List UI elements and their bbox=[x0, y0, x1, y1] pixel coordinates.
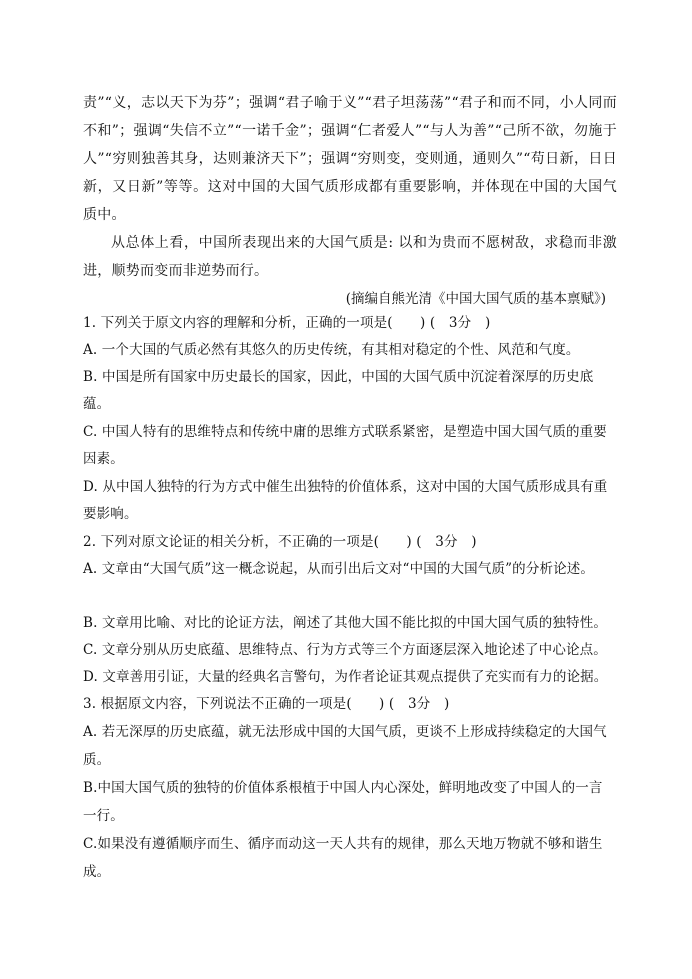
question-1-option-b: B. 中国是所有国家中历史最长的国家，因此，中国的大国气质中沉淀着深厚的历史底蕴。 bbox=[83, 369, 594, 412]
question-2-option-a: A. 文章由“大国气质”这一概念说起，从而引出后文对“中国的大国气质”的分析论述。 bbox=[83, 561, 595, 577]
question-2-option-d: D. 文章善用引证，大量的经典名言警句，为作者论证其观点提供了充实而有力的论据。 bbox=[83, 669, 608, 685]
question-1-option-c: C. 中国人特有的思维特点和传统中庸的思维方式联系紧密，是塑造中国大国气质的重要因素。 bbox=[83, 424, 607, 467]
question-1-stem: 1. 下列关于原文内容的理解和分析，正确的一项是( ) ( 3分 ) bbox=[83, 315, 491, 331]
question-3-option-a: A. 若无深厚的历史底蕴，就无法形成中国的大国气质，更谈不上形成持续稳定的大国气质。 bbox=[83, 724, 607, 768]
question-2-option-c: C. 文章分别从历史底蕴、思维特点、行为方式等三个方面逐层深入地论述了中心论点。 bbox=[83, 642, 607, 658]
question-2-stem: 2. 下列对原文论证的相关分析，不正确的一项是( ) ( 3分 ) bbox=[83, 534, 477, 550]
question-1-option-d: D. 从中国人独特的行为方式中催生出独特的价值体系，这对中国的大国气质形成具有重要影响。 bbox=[83, 479, 608, 522]
question-1-option-a: A. 一个大国的气质必然有其悠久的历史传统，有其相对稳定的个性、风范和气度。 bbox=[83, 342, 580, 358]
question-3-option-b: B.中国大国气质的独特的价值体系根植于中国人内心深处，鲜明地改变了中国人的一言一行。 bbox=[83, 780, 603, 824]
passage-paragraph: 责”“义，志以天下为芬”；强调“君子喻于义”“君子坦荡荡”“君子和而不同，小人同而不和”；强调“失信不立”“一诺千金”；强调“仁者爱人”“与人为善”“己所不欲，勿施于人”“穷则独善其身，达则兼济天下”；强调“穷则变，变则通，通则久”“苟日新，日日新，又日新”等等。这对中国的大国气质形成都有重要影响，并体现在中国的大国气质中。 bbox=[83, 95, 617, 223]
passage-paragraph: 从总体上看，中国所表现出来的大国气质是: 以和为贵而不愿树敌，求稳而非激进，顺势而变而非逆势而行。 bbox=[83, 235, 617, 279]
question-2-option-b: B. 文章用比喻、对比的论证方法，阐述了其他大国不能比拟的中国大国气质的独特性。 bbox=[83, 615, 608, 631]
question-3-option-c: C.如果没有遵循顺序而生、循序而动这一天人共有的规律，那么天地万物就不够和谐生成。 bbox=[83, 836, 603, 880]
passage-source: (摘编自熊光清《中国大国气质的基本禀赋》) bbox=[345, 291, 606, 307]
question-3-stem: 3. 根据原文内容，下列说法不正确的一项是( ) ( 3分 ) bbox=[83, 696, 450, 712]
